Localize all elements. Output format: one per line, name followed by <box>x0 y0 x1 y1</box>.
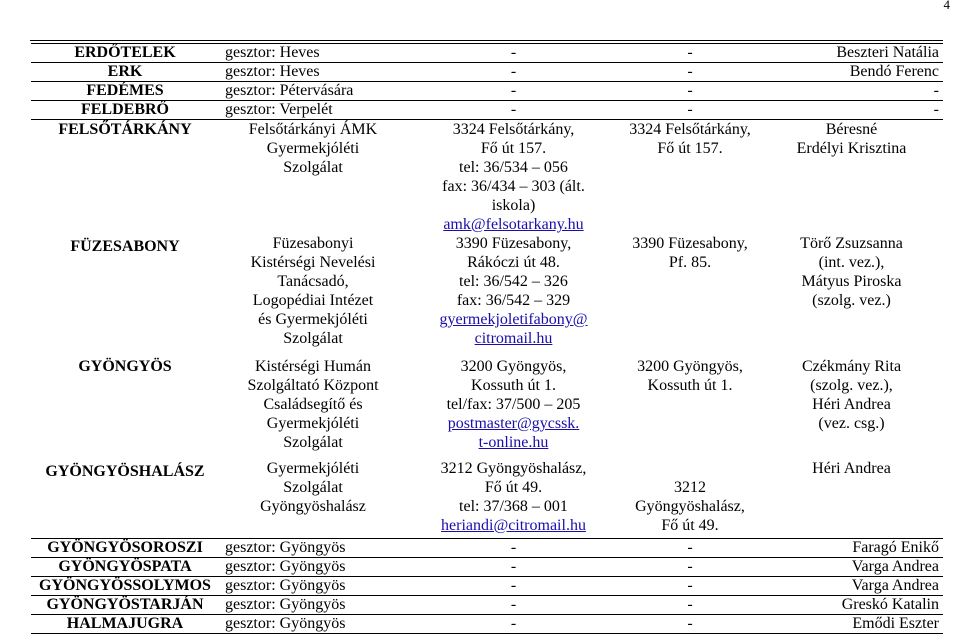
institution-line: Gyermekjóléti <box>266 140 360 157</box>
header-rule <box>30 40 943 41</box>
mail-cell: - <box>620 101 760 120</box>
mail-cell: - <box>620 615 760 634</box>
address-line: 3200 Gyöngyös, <box>460 358 567 375</box>
phone-line: tel/fax: 37/500 – 205 <box>446 396 581 413</box>
table-row <box>31 539 943 558</box>
phone-line: tel: 36/534 – 056 <box>459 159 568 176</box>
mail-cell <box>620 120 760 235</box>
institution-line: Szolgálat <box>283 330 343 347</box>
institution-cell <box>219 357 407 459</box>
institution-line: Szolgálat <box>283 479 343 496</box>
institution-cell <box>219 234 407 357</box>
institution-line: Szolgálat <box>283 159 343 176</box>
gesztor-cell: gesztor: Gyöngyös <box>219 596 407 615</box>
contact-cell: Varga Andrea <box>760 577 943 596</box>
fax-line: iskola) <box>491 197 536 214</box>
contact-line: (szolg. vez.) <box>812 292 891 309</box>
address-cell: - <box>407 577 620 596</box>
contact-line: Törő Zsuzsanna <box>800 235 903 252</box>
mail-line: 3212 <box>674 479 706 496</box>
email-link[interactable]: t-online.hu <box>478 434 549 451</box>
settlement-name: ERK <box>31 63 219 82</box>
address-line: Fő út 49. <box>484 479 543 496</box>
table-row <box>31 459 943 539</box>
mail-cell: - <box>620 539 760 558</box>
address-line: 3212 Gyöngyöshalász, <box>440 460 587 477</box>
page-number: 4 <box>943 0 950 12</box>
contact-line: (int. vez.), <box>818 254 885 271</box>
table-row <box>31 558 943 577</box>
contact-cell <box>760 357 943 459</box>
mail-line: 3324 Felsőtárkány, <box>629 121 751 138</box>
fax-line: fax: 36/542 – 329 <box>456 292 571 309</box>
contact-line: Mátyus Piroska <box>801 273 902 290</box>
mail-line: Pf. 85. <box>668 254 712 271</box>
institution-line: Gyöngyöshalász <box>260 498 366 515</box>
address-cell <box>407 459 620 539</box>
table-row <box>31 120 943 235</box>
settlement-name: GYÖNGYÖSTARJÁN <box>31 596 219 615</box>
contact-cell: Beszteri Natália <box>760 44 943 63</box>
institution-line: Felsőtárkányi ÁMK <box>248 121 378 138</box>
address-cell: - <box>407 82 620 101</box>
contact-line: Erdélyi Krisztina <box>796 140 907 157</box>
institution-line: Logopédiai Intézet <box>252 292 374 309</box>
gesztor-cell: gesztor: Heves <box>219 44 407 63</box>
institution-line: Tanácsadó, <box>277 273 349 290</box>
table-row <box>31 82 943 101</box>
table-row <box>31 63 943 82</box>
institution-line: Gyermekjóléti <box>266 460 360 477</box>
address-cell: - <box>407 539 620 558</box>
settlement-name: GYÖNGYÖS <box>78 358 172 375</box>
mail-cell: - <box>620 82 760 101</box>
institution-line: Kistérségi Humán <box>255 358 371 375</box>
address-line: 3390 Füzesabony, <box>455 235 572 252</box>
institution-cell <box>219 120 407 235</box>
contact-line: Héri Andrea <box>812 460 891 477</box>
institution-line: Családsegítő és <box>263 396 363 413</box>
contact-line: Béresné <box>825 121 878 138</box>
contact-line: (szolg. vez.), <box>810 377 893 394</box>
gesztor-cell: gesztor: Gyöngyös <box>219 558 407 577</box>
contact-line: (vez. csg.) <box>818 415 885 432</box>
mail-line: 3200 Gyöngyös, <box>637 358 743 375</box>
institution-line: Gyermekjóléti <box>266 415 360 432</box>
mail-line: Fő út 49. <box>661 517 719 534</box>
contact-cell <box>760 234 943 357</box>
address-cell <box>407 234 620 357</box>
mail-cell <box>620 459 760 539</box>
table-row <box>31 101 943 120</box>
gesztor-cell: gesztor: Gyöngyös <box>219 539 407 558</box>
settlement-name: FEDÉMES <box>31 82 219 101</box>
address-line: Kossuth út 1. <box>471 377 556 394</box>
mail-cell: - <box>620 577 760 596</box>
contact-line: Czékmány Rita <box>801 358 902 375</box>
gesztor-cell: gesztor: Gyöngyös <box>219 577 407 596</box>
institution-line: Szolgáltató Központ <box>247 377 379 394</box>
settlement-name: GYÖNGYÖSSOLYMOS <box>31 577 219 596</box>
address-cell: - <box>407 63 620 82</box>
address-line: 3324 Felsőtárkány, <box>452 121 575 138</box>
address-cell: - <box>407 558 620 577</box>
gesztor-cell: gesztor: Gyöngyös <box>219 615 407 634</box>
mail-line <box>622 459 758 478</box>
settlement-name: FELDEBRŐ <box>31 101 219 120</box>
settlement-name: GYÖNGYÖSPATA <box>31 558 219 577</box>
gesztor-cell: gesztor: Verpelét <box>219 101 407 120</box>
contact-cell: - <box>760 82 943 101</box>
mail-line: 3390 Füzesabony, <box>632 235 748 252</box>
contact-cell: Bendó Ferenc <box>760 63 943 82</box>
institution-line: Füzesabonyi <box>272 235 354 252</box>
institution-line: és Gyermekjóléti <box>258 311 368 328</box>
email-link[interactable]: amk@felsotarkany.hu <box>443 216 584 233</box>
settlement-name: ERDŐTELEK <box>31 44 219 63</box>
settlement-name: FÜZESABONY <box>70 238 180 255</box>
contact-line: Héri Andrea <box>812 396 891 413</box>
institution-cell <box>219 459 407 539</box>
table-row <box>31 615 943 634</box>
table-row <box>31 357 943 459</box>
address-cell: - <box>407 44 620 63</box>
contact-cell: - <box>760 101 943 120</box>
table-row <box>31 44 943 63</box>
contact-cell: Faragó Enikő <box>760 539 943 558</box>
address-line: Rákóczi út 48. <box>467 254 560 271</box>
email-link[interactable]: postmaster@gycssk. <box>447 415 580 432</box>
email-link[interactable]: heriandi@citromail.hu <box>441 517 586 534</box>
address-cell: - <box>407 615 620 634</box>
fax-line: fax: 36/434 – 303 (ált. <box>442 178 585 195</box>
institution-line: Szolgálat <box>283 434 343 451</box>
mail-line: Fő út 157. <box>657 140 723 157</box>
table-row <box>31 596 943 615</box>
directory-table <box>31 43 943 634</box>
mail-cell: - <box>620 558 760 577</box>
settlement-name: FELSŐTÁRKÁNY <box>58 121 192 138</box>
address-cell: - <box>407 101 620 120</box>
mail-cell: - <box>620 596 760 615</box>
email-link[interactable]: citromail.hu <box>474 330 553 347</box>
settlement-name: GYÖNGYÖSOROSZI <box>31 539 219 558</box>
institution-line: Kistérségi Nevelési <box>250 254 376 271</box>
phone-line: tel: 36/542 – 326 <box>459 273 568 290</box>
table-row <box>31 234 943 357</box>
email-link[interactable]: gyermekjoletifabony@ <box>439 311 588 328</box>
mail-cell <box>620 234 760 357</box>
contact-cell: Varga Andrea <box>760 558 943 577</box>
contact-cell <box>760 459 943 539</box>
table-row <box>31 577 943 596</box>
phone-line: tel: 37/368 – 001 <box>459 498 568 515</box>
address-cell <box>407 120 620 235</box>
mail-line: Kossuth út 1. <box>647 377 733 394</box>
gesztor-cell: gesztor: Heves <box>219 63 407 82</box>
mail-cell <box>620 357 760 459</box>
settlement-name: GYÖNGYÖSHALÁSZ <box>45 463 205 480</box>
address-line: Fő út 157. <box>480 140 547 157</box>
contact-cell <box>760 120 943 235</box>
address-cell: - <box>407 596 620 615</box>
address-cell <box>407 357 620 459</box>
mail-cell: - <box>620 44 760 63</box>
gesztor-cell: gesztor: Pétervására <box>219 82 407 101</box>
mail-cell: - <box>620 63 760 82</box>
contact-cell: Greskó Katalin <box>760 596 943 615</box>
mail-line: Gyöngyöshalász, <box>635 498 745 515</box>
settlement-name: HALMAJUGRA <box>31 615 219 634</box>
contact-cell: Emődi Eszter <box>760 615 943 634</box>
